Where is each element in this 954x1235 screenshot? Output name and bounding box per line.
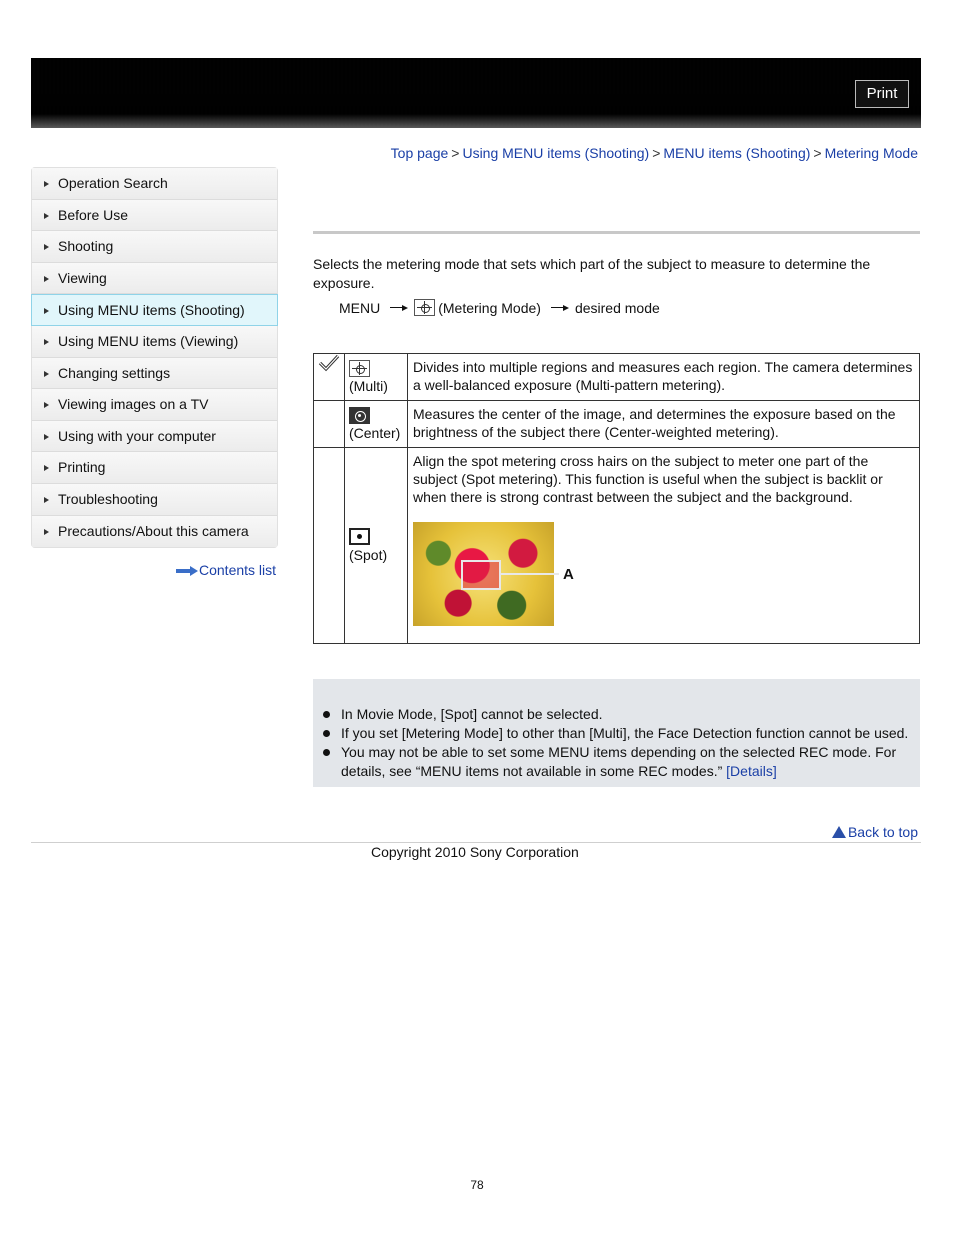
sidebar-item-using-menu-viewing[interactable]: [32, 326, 277, 358]
mode-description: Divides into multiple regions and measures each region. The camera determines a well-balanced exposure (Multi-pattern metering).: [408, 354, 920, 401]
sidebar-item-label: Viewing: [58, 269, 107, 286]
triangle-right-icon: [44, 497, 49, 503]
details-link[interactable]: [Details]: [726, 763, 777, 779]
triangle-right-icon: [44, 181, 49, 187]
breadcrumb: [391, 145, 918, 161]
note-text: In Movie Mode, [Spot] cannot be selected.: [341, 706, 603, 722]
sidebar-item-label: Operation Search: [58, 175, 168, 191]
mode-cell: [345, 354, 408, 401]
sidebar-item-label: Viewing images on a TV: [58, 396, 209, 413]
sidebar-item-label: Shooting: [58, 238, 114, 255]
sidebar-item-label: Using with your computer: [58, 427, 216, 444]
sidebar-item-precautions[interactable]: [32, 516, 277, 548]
metering-modes-table: [313, 353, 920, 644]
triangle-right-icon: [44, 339, 49, 345]
default-marker-cell: [314, 448, 345, 644]
breadcrumb-separator: >: [652, 145, 661, 161]
table-row: [314, 354, 920, 401]
page-header: [31, 58, 921, 128]
table-row: [314, 448, 920, 644]
breadcrumb-top-page[interactable]: Top page: [390, 145, 449, 161]
breadcrumb-separator: >: [451, 145, 460, 161]
sidebar-item-shooting[interactable]: [32, 231, 277, 263]
triangle-right-icon: [44, 276, 49, 282]
footer-divider: [31, 842, 921, 843]
mode-cell: [345, 448, 408, 644]
arrow-right-icon: [176, 567, 198, 575]
print-button[interactable]: Print: [855, 80, 909, 108]
arrow-right-icon: [551, 305, 569, 311]
note-text: You may not be able to set some MENU items depending on the selected REC mode. For details, see “MENU items not available in some REC modes.”: [341, 744, 897, 779]
sidebar-item-label: Printing: [58, 459, 106, 476]
triangle-right-icon: [44, 465, 49, 471]
title-divider: [313, 231, 920, 234]
menu-path-menu: MENU: [339, 299, 381, 316]
copyright: Copyright 2010 Sony Corporation: [371, 844, 579, 860]
sidebar-item-label: Precautions/About this camera: [58, 522, 249, 539]
callout-label: A: [563, 566, 574, 583]
triangle-right-icon: [44, 244, 49, 250]
triangle-right-icon: [44, 529, 49, 535]
list-item: [323, 705, 920, 724]
sidebar-item-before-use[interactable]: [32, 200, 277, 232]
breadcrumb-using-menu-shooting[interactable]: Using MENU items (Shooting): [462, 145, 650, 161]
menu-path-target: desired mode: [574, 299, 660, 316]
menu-path: [339, 299, 660, 316]
default-marker-cell: [314, 354, 345, 401]
mode-description: Align the spot metering cross hairs on the subject to meter one part of the subject (Spot metering). This function is useful when the subject is backlit or when there is strong contrast between the subject and the background.: [413, 453, 883, 505]
mode-description-cell: [408, 448, 920, 644]
spot-metering-icon: [349, 528, 370, 545]
notes-box: [313, 679, 920, 787]
sidebar-item-label: Using MENU items (Shooting): [58, 302, 245, 319]
sidebar-item-changing-settings[interactable]: [32, 358, 277, 390]
contents-list-link[interactable]: [176, 562, 276, 578]
sidebar-item-label: Before Use: [58, 206, 129, 223]
sidebar-item-viewing[interactable]: [32, 263, 277, 295]
sidebar-item-label: Changing settings: [58, 364, 171, 381]
triangle-right-icon: [44, 213, 49, 219]
arrow-right-icon: [390, 305, 408, 311]
back-to-top-label: Back to top: [847, 824, 918, 840]
intro-text: Selects the metering mode that sets which part of the subject to measure to determine the exposure.: [313, 256, 871, 291]
mode-name: (Center): [349, 425, 401, 441]
sidebar-item-label: Troubleshooting: [58, 490, 158, 507]
sidebar-nav: [31, 167, 278, 548]
breadcrumb-separator: >: [813, 145, 822, 161]
notes-list: [323, 705, 920, 781]
spot-metering-frame: [461, 560, 501, 590]
mode-name: (Multi): [349, 378, 388, 394]
back-to-top-link[interactable]: [832, 824, 918, 840]
list-item: [323, 724, 920, 743]
callout-line: [501, 573, 559, 575]
sidebar-item-operation-search[interactable]: [32, 168, 277, 200]
triangle-right-icon: [44, 371, 49, 377]
table-row: [314, 401, 920, 448]
triangle-right-icon: [44, 308, 49, 314]
sidebar-item-troubleshooting[interactable]: [32, 484, 277, 516]
sidebar-item-using-menu-shooting[interactable]: [31, 294, 278, 326]
center-metering-icon: [349, 407, 370, 424]
mode-description: Measures the center of the image, and determines the exposure based on the brightness of the subject there (Center-weighted metering).: [408, 401, 920, 448]
spot-metering-example-image: [413, 522, 574, 626]
sidebar-item-label: Using MENU items (Viewing): [58, 332, 239, 349]
triangle-up-icon: [832, 826, 846, 838]
contents-list-label: Contents list: [199, 562, 277, 578]
list-item: [323, 743, 920, 781]
breadcrumb-metering-mode[interactable]: Metering Mode: [824, 145, 918, 161]
sidebar-item-viewing-on-tv[interactable]: [32, 389, 277, 421]
breadcrumb-menu-items-shooting[interactable]: MENU items (Shooting): [663, 145, 811, 161]
mode-cell: [345, 401, 408, 448]
note-text: If you set [Metering Mode] to other than [Multi], the Face Detection function cannot be used.: [341, 725, 909, 741]
sidebar-item-printing[interactable]: [32, 452, 277, 484]
checkmark-icon: [318, 354, 340, 372]
sidebar-item-using-computer[interactable]: [32, 421, 277, 453]
triangle-right-icon: [44, 434, 49, 440]
triangle-right-icon: [44, 402, 49, 408]
mode-name: (Spot): [349, 546, 388, 563]
menu-path-item: (Metering Mode): [438, 299, 541, 316]
multi-metering-icon: [349, 360, 370, 377]
page-number: 78: [470, 1178, 484, 1192]
metering-mode-icon: [414, 299, 435, 316]
default-marker-cell: [314, 401, 345, 448]
